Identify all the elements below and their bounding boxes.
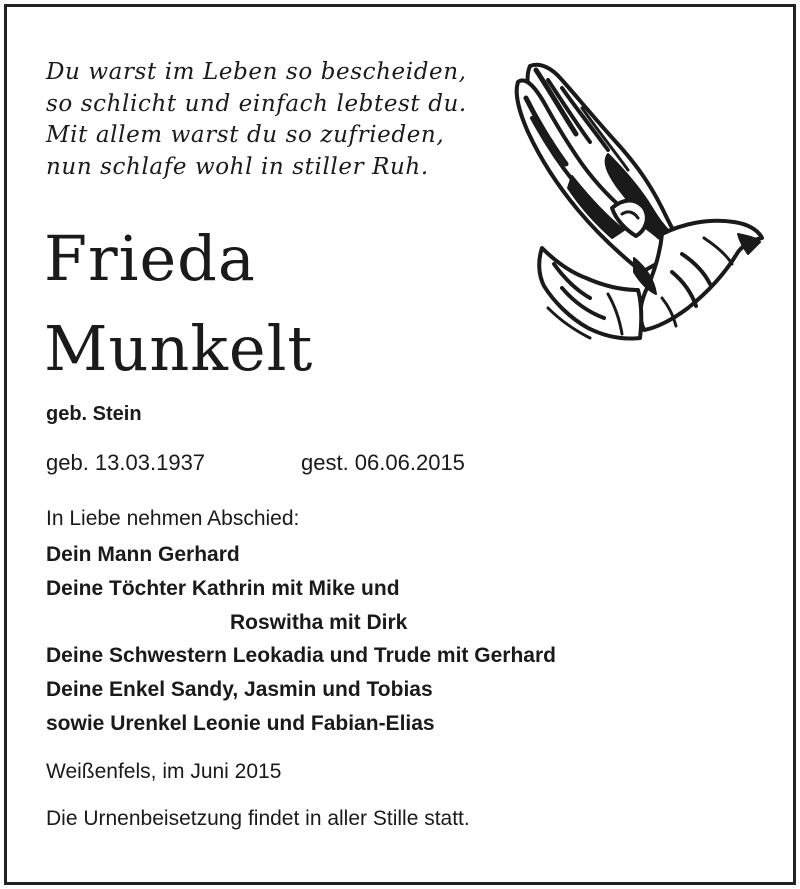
mourner-line: Dein Mann Gerhard [46,543,240,566]
mourner-line: Roswitha mit Dirk [230,610,408,634]
life-dates [46,450,465,476]
birth-date: geb. 13.03.1937 [46,450,206,475]
poem-line: nun schlafe wohl in stiller Ruh. [46,153,429,180]
burial-note: Die Urnenbeisetzung findet in aller Stille statt. [46,807,470,830]
poem-line: so schlicht und einfach lebtest du. [46,90,467,117]
mourner-line: sowie Urenkel Leonie und Fabian-Elias [46,711,435,735]
mourning-intro: In Liebe nehmen Abschied: [46,507,300,530]
maiden-name: geb. Stein [46,403,142,425]
death-date: gest. 06.06.2015 [301,450,465,475]
mourner-line: Deine Töchter Kathrin mit Mike und [46,576,400,600]
deceased-first-name: Frieda [44,222,256,295]
praying-hands-icon [512,58,768,348]
memorial-poem [46,57,467,183]
mourner-line: Deine Schwestern Leokadia und Trude mit Gerhard [46,644,556,668]
mourner-line: Deine Enkel Sandy, Jasmin und Tobias [46,678,433,702]
place-date: Weißenfels, im Juni 2015 [46,760,282,783]
poem-line: Du warst im Leben so bescheiden, [46,59,467,85]
deceased-last-name: Munkelt [44,312,314,385]
mourners-list [46,538,556,741]
poem-line: Mit allem warst du so zufrieden, [46,122,445,148]
